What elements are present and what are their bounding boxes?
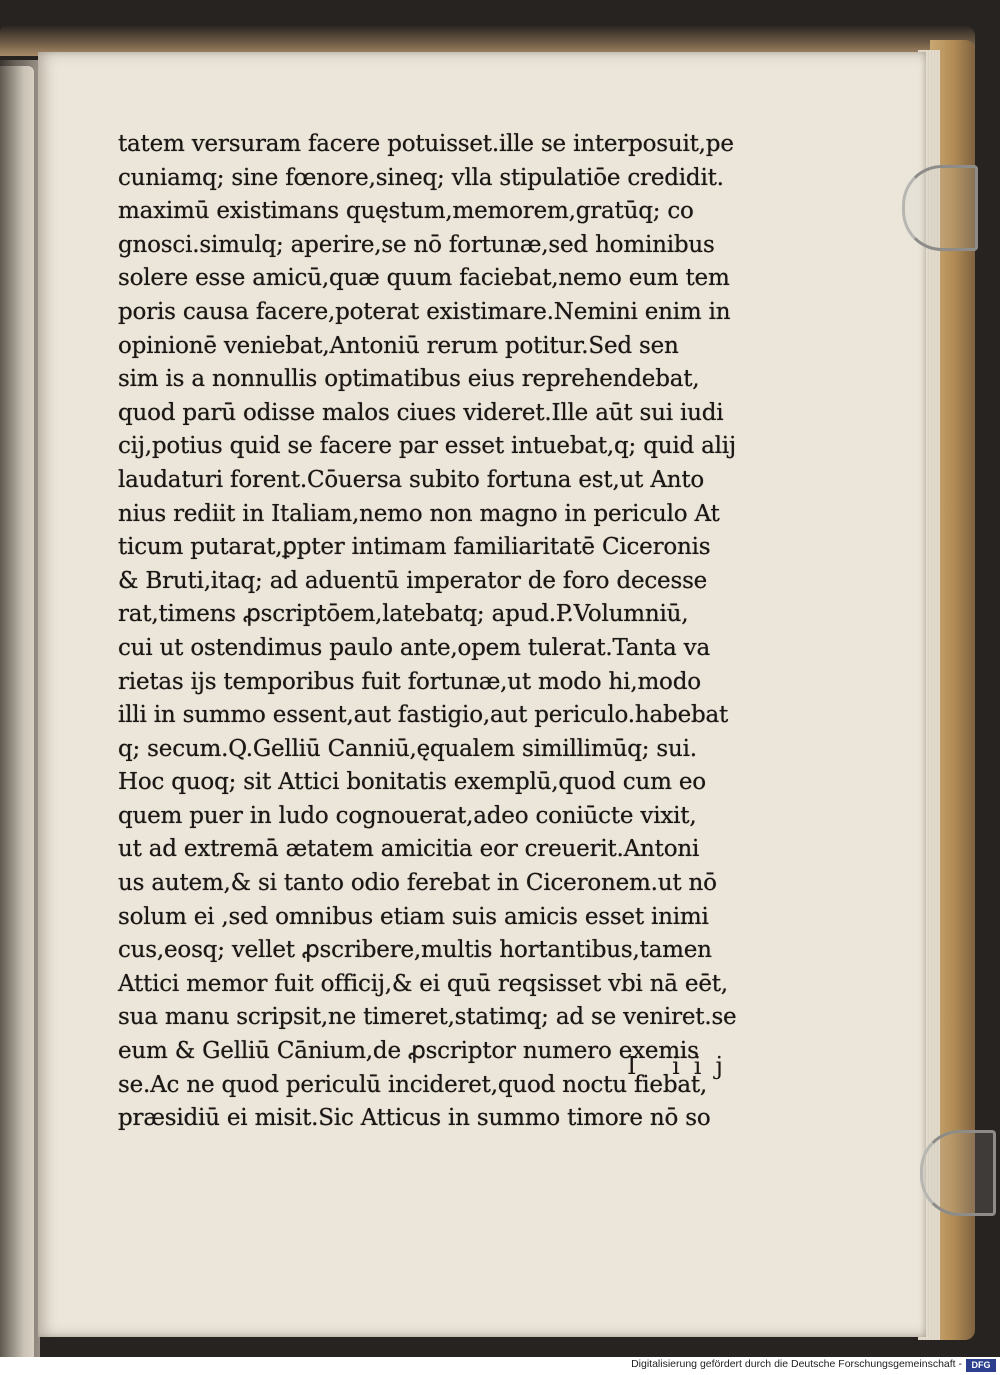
footer-credit: Digitalisierung gefördert durch die Deutsche Forschungsgemeinschaft - [631, 1358, 962, 1370]
dfg-logo: DFG [966, 1359, 996, 1372]
text-line: rietas ijs temporibus fuit fortunæ,ut modo hi,modo [118, 668, 701, 695]
text-line: maximū existimans quęstum,memorem,gratūq; co [118, 198, 694, 225]
text-line: præsidiū ei misit.Sic Atticus in summo timore nō so [118, 1105, 711, 1132]
text-line: ticum putarat,ꝑpter intimam familiaritatē Ciceronis [118, 534, 711, 561]
text-line: rat,timens ꝓscriptōem,latebatq; apud.P.Volumniū, [118, 601, 689, 628]
text-line: Attici memor fuit officij,& ei quū reqsisset vbi nā eēt, [118, 970, 728, 997]
text-line: cus,eosq; vellet ꝓscribere,multis hortantibus,tamen [118, 937, 712, 964]
text-line: tatem versuram facere potuisset.ille se interposuit,pe [118, 131, 734, 157]
text-line: eum & Gelliū Cānium,de ꝓscriptor numero exemis [118, 1038, 699, 1065]
text-line: Hoc quoq; sit Attici bonitatis exemplū,quod cum eo [118, 769, 706, 796]
text-line: laudaturi forent.Cōuersa subito fortuna est,ut Anto [118, 466, 705, 493]
text-line: gnosci.simulq; aperire,se nō fortunæ,sed hominibus [118, 231, 715, 258]
signature-mark: I iij [627, 1052, 737, 1080]
text-line: sim is a nonnullis optimatibus eius reprehendebat, [118, 366, 700, 393]
facing-page-edge [0, 66, 34, 1357]
metal-clip-bottom [920, 1130, 996, 1216]
text-line: nius rediit in Italiam,nemo non magno in periculo At [118, 500, 720, 527]
footer-bar [0, 1357, 1000, 1375]
text-line: cui ut ostendimus paulo ante,opem tulerat.Tanta va [118, 634, 710, 661]
text-line: quem puer in ludo cognouerat,adeo coniūcte vixit, [118, 802, 697, 829]
text-line: & Bruti,itaq; ad aduentū imperator de foro decesse [118, 567, 708, 594]
text-line: quod parū odisse malos ciues videret.Ille aūt sui iudi [118, 399, 724, 426]
text-line: ut ad extremā ætatem amicitia eor creuerit.Antoni [118, 836, 700, 863]
text-line: solere esse amicū,quæ quum faciebat,nemo eum tem [118, 265, 730, 292]
page-text [118, 128, 738, 1136]
text-line: poris causa facere,poterat existimare.Nemini enim in [118, 298, 731, 325]
text-line: se.Ac ne quod periculū incideret,quod noctu fiebat, [118, 1071, 708, 1098]
text-line: cij,potius quid se facere par esset intuebat,q; quid alij [118, 433, 736, 460]
text-line: opinionē veniebat,Antoniū rerum potitur.Sed sen [118, 332, 679, 359]
metal-clip-top [902, 165, 978, 251]
text-line: us autem,& si tanto odio ferebat in Ciceronem.ut nō [118, 870, 717, 897]
text-line: cuniamq; sine fœnore,sineq; vlla stipulatiōe credidit. [118, 164, 724, 191]
text-line: sua manu scripsit,ne timeret,statimq; ad se veniret.se [118, 1004, 737, 1031]
text-line: solum ei ,sed omnibus etiam suis amicis esset inimi [118, 903, 709, 930]
text-line: q; secum.Q.Gelliū Canniū,ęqualem simillimūq; sui. [118, 735, 697, 762]
text-line: illi in summo essent,aut fastigio,aut periculo.habebat [118, 702, 729, 729]
